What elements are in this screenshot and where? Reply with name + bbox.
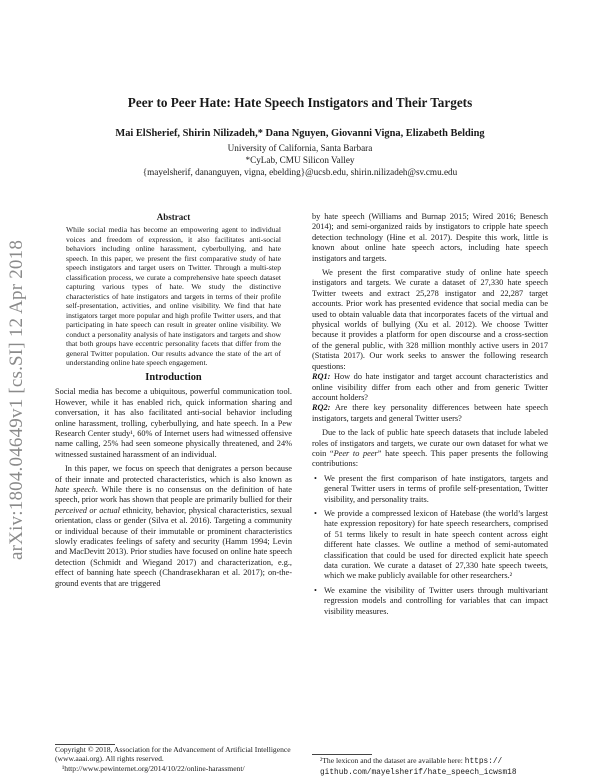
dataset-link[interactable]: https:// (464, 758, 503, 766)
abstract-heading: Abstract (156, 212, 191, 222)
affiliation-cmu: *CyLab, CMU Silicon Valley (245, 155, 355, 165)
research-question-2: RQ2: Are there key personality differences between hate speech instigators, targets and general Twitter users? (312, 403, 548, 423)
copyright-notice: Copyright © 2018, Association for the Advancement of Artificial Intelligence (www.aaai.org). All rights reserved. (55, 745, 291, 764)
footnote-rule-right (312, 754, 372, 755)
right-paragraph-1: by hate speech (Williams and Burnap 2015; Wired 2016; Benesch 2014); and semi-organized raids by instigators to cripple hate speech detection technology (Hine et al. 2017). Despite this work, little is known about online hate speech actors, including hate speech instigators and targets. (312, 212, 548, 263)
dataset-link-continued[interactable]: github.com/mayelsherif/hate_speech_icwsm18 (320, 769, 517, 778)
paper-title: Peer to Peer Hate: Hate Speech Instigators and Their Targets (127, 95, 473, 110)
contributions-list (312, 474, 548, 617)
footnote-1: ¹http://www.pewinternet.org/2014/10/22/online-harassment/ (62, 764, 245, 773)
research-question-1: RQ1: How do hate instigator and target account characteristics and online visibility differ from each other and from generic Twitter account holders? (312, 372, 548, 402)
affiliation-ucsb: University of California, Santa Barbara (227, 143, 373, 153)
right-paragraph-2: We present the first comparative study of online hate speech instigators and targets. We curate a dataset of 27,330 hate speech Twitter tweets and extract 25,278 instigator and 22,287 target accounts. Prior work has presented evidence that social media can be used to obtain valuable data that incorporates facets of the virtual and physical worlds of bullying (Xu et al. 2012). We choose Twitter because it provides a platform for open discourse and a cross-section of the general public, with 328 million monthly active users in 2017 (Statista 2017). Our work seeks to answer the following research questions: (312, 268, 548, 371)
left-column (55, 212, 292, 589)
right-column (312, 212, 548, 617)
footnote-2: ²The lexicon and the dataset are available here: https:// github.com/mayelsherif/hate_speech_icwsm18 (320, 756, 517, 778)
author-list: Mai ElSherief, Shirin Nilizadeh,* Dana Nguyen, Giovanni Vigna, Elizabeth Belding (115, 128, 485, 139)
contribution-item: • We provide a compressed lexicon of Hatebase (the world’s largest hate expression repository) for hate speech researchers, comprised of 51 terms likely to result in hate speech content across eight different hate classes. We outline a method of semi-automated classification that could be used for directed explicit hate speech data curation. We curate a dataset of 27,330 hate speech tweets, which we make publicly available for other researchers.² (312, 509, 548, 582)
right-paragraph-3: Due to the lack of public hate speech datasets that include labeled roles of instigators and targets, we curate our own dataset for what we coin “Peer to peer” hate speech. This paper presents the following contributions: (312, 428, 548, 469)
intro-paragraph-2: In this paper, we focus on speech that denigrates a person because of their innate and protected characteristics, which is also known as hate speech. While there is no consensus on the definition of hate speech, prior work has shown that people are primarily bullied for their perceived or actual ethnicity, behavior, physical characteristics, sexual orientation, class or gender (Silva et al. 2016). Targeting a community or individual because of their immutable or prominent characteristics slowly eradicates feelings of safety and security (Hamm 1994; Levin and MacDevitt 2013). Prior studies have focused on online hate speech detection (Schmidt and Wiegand 2017) and characterization, e.g., effect of banning hate speech (Chandrasekharan et al. 2017); on-the-ground events that are triggered (55, 464, 293, 588)
abstract-text: While social media has become an empowering agent to individual voices and freedom of expression, it also facilitates anti-social behaviors including online harassment, cyberbullying, and hate speech. In this paper, we present the first comparative study of hate speech instigators and target users on Twitter. Through a multi-step classification process, we curate a comprehensive hate speech dataset capturing various types of hate. We study the distinctive characteristics of hate instigators and targets in terms of their profile self-presentation, activities, and online visibility. We find that hate instigators target more popular and high profile Twitter users, and that participating in hate speech can result in greater online visibility. We conduct a personality analysis of hate instigators and targets and show that both groups have eccentric personality facets that differ from the general Twitter population. Our results advance the state of the art of understanding online hate speech engagement. (66, 225, 281, 368)
author-emails: {mayelsherif, dananguyen, vigna, ebelding}@ucsb.edu, shirin.nilizadeh@sv.cmu.edu (142, 167, 458, 177)
arxiv-stamp: arXiv:1804.04649v1 [cs.SI] 12 Apr 2018 (6, 240, 27, 561)
intro-paragraph-1: Social media has become a ubiquitous, powerful communication tool. However, while it has enabled rich, quick information sharing and conversation, it has also facilitated anti-social behavior including online harassment, trolling, cyberbullying, and hate speech. In a Pew Research Center study¹, 60% of Internet users had witnessed offensive name calling, 25% had seen someone physically threatened, and 24% witnessed sustained harassment of an individual. (55, 387, 292, 459)
contribution-item: • We present the first comparison of hate instigators, targets and general Twitter users in terms of profile self-presentation, Twitter visibility, and personality traits. (312, 474, 548, 505)
contribution-item: • We examine the visibility of Twitter users through multivariant regression models and controlling for variables that can impact visibility measures. (312, 586, 548, 617)
introduction-heading: Introduction (145, 371, 202, 383)
